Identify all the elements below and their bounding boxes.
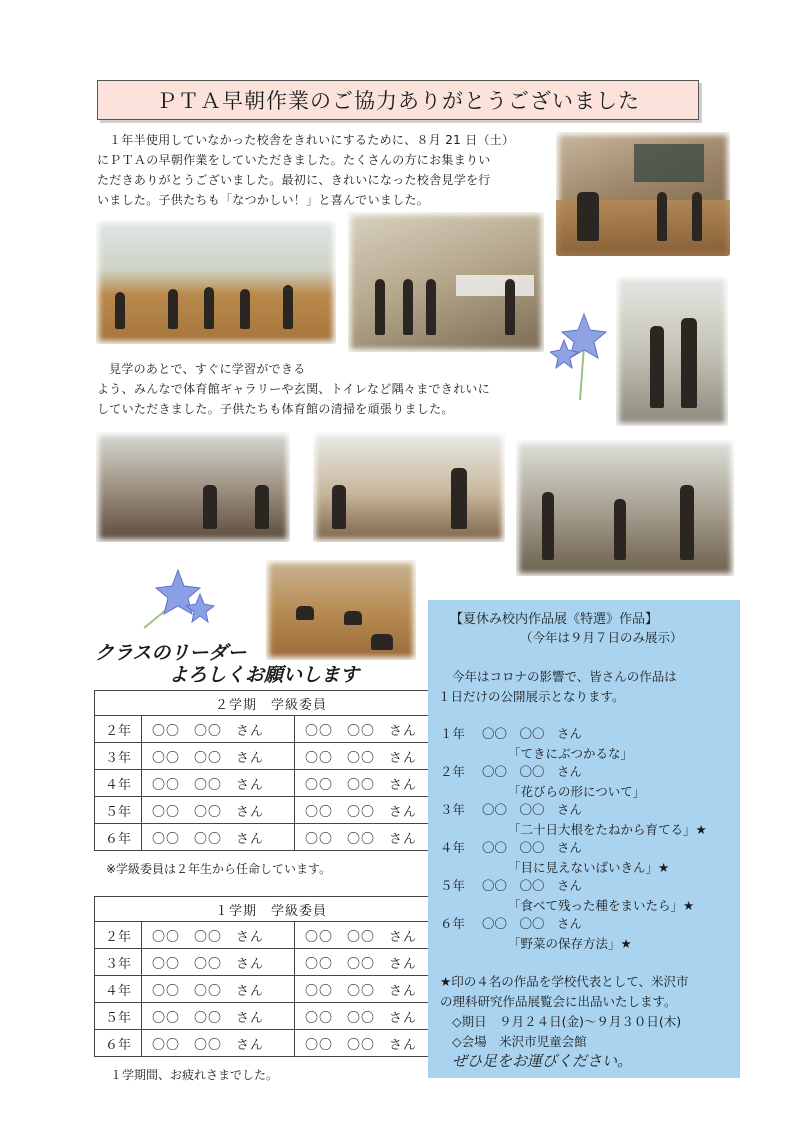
class-leaders-heading-line2: よろしくお願いします (169, 664, 360, 686)
name-cell: 〇〇 〇〇 さん (295, 1030, 448, 1057)
name-cell: 〇〇 〇〇 さん (142, 797, 295, 824)
work-grade: ５年 (440, 878, 466, 893)
name-cell: 〇〇 〇〇 さん (142, 824, 295, 851)
table-row (95, 976, 448, 1003)
name-cell: 〇〇 〇〇 さん (295, 1003, 448, 1030)
intro-line: １年半使用していなかった校舎をきれいにするために、８月 21 日（土） (109, 133, 515, 147)
work-student: 〇〇 〇〇 さん (482, 764, 583, 779)
term1-note: １学期間、お疲れさまでした。 (110, 1068, 279, 1082)
grade-cell: ４年 (95, 976, 142, 1003)
class-leaders-heading (95, 642, 359, 686)
exhibition-venue: ◇会場 米沢市児童会館 (452, 1034, 587, 1049)
work-title: 「目に見えないばいきん」★ (508, 860, 670, 875)
table-row (95, 770, 448, 797)
term2-committee-table (94, 690, 448, 851)
table-row (95, 743, 448, 770)
table-row (95, 716, 448, 743)
exhibition-intro-line: 今年はコロナの影響で、皆さんの作品は (452, 669, 677, 684)
cleaning-paragraph (97, 359, 547, 419)
exhibition-note-line: ★印の４名の作品を学校代表として、米沢市 (440, 974, 689, 989)
photo-gallery-cleaning (96, 432, 290, 542)
exhibition-intro-line: １日だけの公開展示となります。 (438, 689, 625, 704)
work-title: 「てきにぶつかるな」 (508, 746, 634, 761)
term1-committee-table (94, 896, 448, 1057)
grade-cell: ３年 (95, 743, 142, 770)
name-cell: 〇〇 〇〇 さん (295, 797, 448, 824)
name-cell: 〇〇 〇〇 さん (295, 922, 448, 949)
name-cell: 〇〇 〇〇 さん (142, 1003, 295, 1030)
work-student: 〇〇 〇〇 さん (482, 802, 583, 817)
intro-paragraph (97, 130, 547, 210)
work-student: 〇〇 〇〇 さん (482, 726, 583, 741)
bellflower-icon (550, 306, 614, 402)
grade-cell: ４年 (95, 770, 142, 797)
class-leaders-heading-line1: クラスのリーダー (95, 642, 247, 664)
grade-cell: ６年 (95, 824, 142, 851)
work-title: 「食べて残った種をまいたら」★ (508, 898, 695, 913)
table-row (95, 949, 448, 976)
grade-cell: ２年 (95, 922, 142, 949)
name-cell: 〇〇 〇〇 さん (295, 743, 448, 770)
intro-line: いました。子供たちも「なつかしい！」と喜んでいました。 (97, 193, 430, 207)
photo-gymnasium (96, 220, 336, 344)
name-cell: 〇〇 〇〇 さん (142, 770, 295, 797)
photo-entrance-cleaning (516, 440, 734, 576)
grade-cell: ５年 (95, 797, 142, 824)
work-student: 〇〇 〇〇 さん (482, 840, 583, 855)
table-row (95, 1003, 448, 1030)
work-student: 〇〇 〇〇 さん (482, 916, 583, 931)
intro-line: ただきありがとうございました。最初に、きれいになった校舎見学を行 (97, 173, 491, 187)
name-cell: 〇〇 〇〇 さん (295, 770, 448, 797)
grade-cell: ２年 (95, 716, 142, 743)
name-cell: 〇〇 〇〇 さん (295, 949, 448, 976)
work-title: 「野菜の保存方法」★ (508, 936, 632, 951)
cleaning-line: 見学のあとで、すぐに学習ができる (109, 362, 306, 376)
work-student: 〇〇 〇〇 さん (482, 878, 583, 893)
name-cell: 〇〇 〇〇 さん (142, 976, 295, 1003)
name-cell: 〇〇 〇〇 さん (142, 716, 295, 743)
exhibition-subtitle: （今年は９月７日のみ展示） (520, 630, 683, 645)
page-title (97, 80, 699, 120)
work-title: 「花びらの形について」 (508, 784, 646, 799)
work-grade: ４年 (440, 840, 466, 855)
name-cell: 〇〇 〇〇 さん (142, 1030, 295, 1057)
grade-cell: ６年 (95, 1030, 142, 1057)
table-row (95, 1030, 448, 1057)
cleaning-line: よう、みんなで体育館ギャラリーや玄関、トイレなど隅々まできれいに (97, 382, 491, 396)
cleaning-line: していただきました。子供たちも体育館の清掃を頑張りました。 (97, 402, 454, 416)
work-grade: ６年 (440, 916, 466, 931)
work-grade: ３年 (440, 802, 466, 817)
bellflower-icon (134, 566, 216, 632)
table-row (95, 922, 448, 949)
term1-table-header: １学期 学級委員 (95, 897, 448, 922)
photo-restroom-cleaning (616, 276, 728, 426)
photo-window-cleaning (313, 432, 505, 542)
grade-cell: ３年 (95, 949, 142, 976)
exhibition-note-line: の理科研究作品展覧会に出品いたします。 (440, 994, 677, 1009)
photo-classroom-tour (556, 132, 730, 256)
page-title-text: ＰＴＡ早朝作業のご協力ありがとうございました (156, 89, 640, 113)
name-cell: 〇〇 〇〇 さん (295, 716, 448, 743)
name-cell: 〇〇 〇〇 さん (295, 824, 448, 851)
photo-library (348, 212, 544, 352)
exhibition-closing: ぜひ足をお運びください。 (452, 1052, 633, 1070)
term2-table-header: ２学期 学級委員 (95, 691, 448, 716)
exhibition-box (428, 600, 740, 1078)
exhibition-title: 【夏休み校内作品展《特選》作品】 (450, 612, 659, 627)
exhibition-period: ◇期日 ９月２４日(金)～９月３０日(木) (452, 1014, 682, 1029)
name-cell: 〇〇 〇〇 さん (295, 976, 448, 1003)
name-cell: 〇〇 〇〇 さん (142, 743, 295, 770)
work-grade: ２年 (440, 764, 466, 779)
term2-note: ※学級委員は２年生から任命しています。 (106, 862, 332, 876)
name-cell: 〇〇 〇〇 さん (142, 922, 295, 949)
table-row (95, 797, 448, 824)
work-title: 「二十日大根をたねから育てる」★ (508, 822, 707, 837)
name-cell: 〇〇 〇〇 さん (142, 949, 295, 976)
table-row (95, 824, 448, 851)
grade-cell: ５年 (95, 1003, 142, 1030)
work-grade: １年 (440, 726, 466, 741)
intro-line: にＰＴＡの早朝作業をしていただきました。たくさんの方にお集まりい (97, 153, 491, 167)
